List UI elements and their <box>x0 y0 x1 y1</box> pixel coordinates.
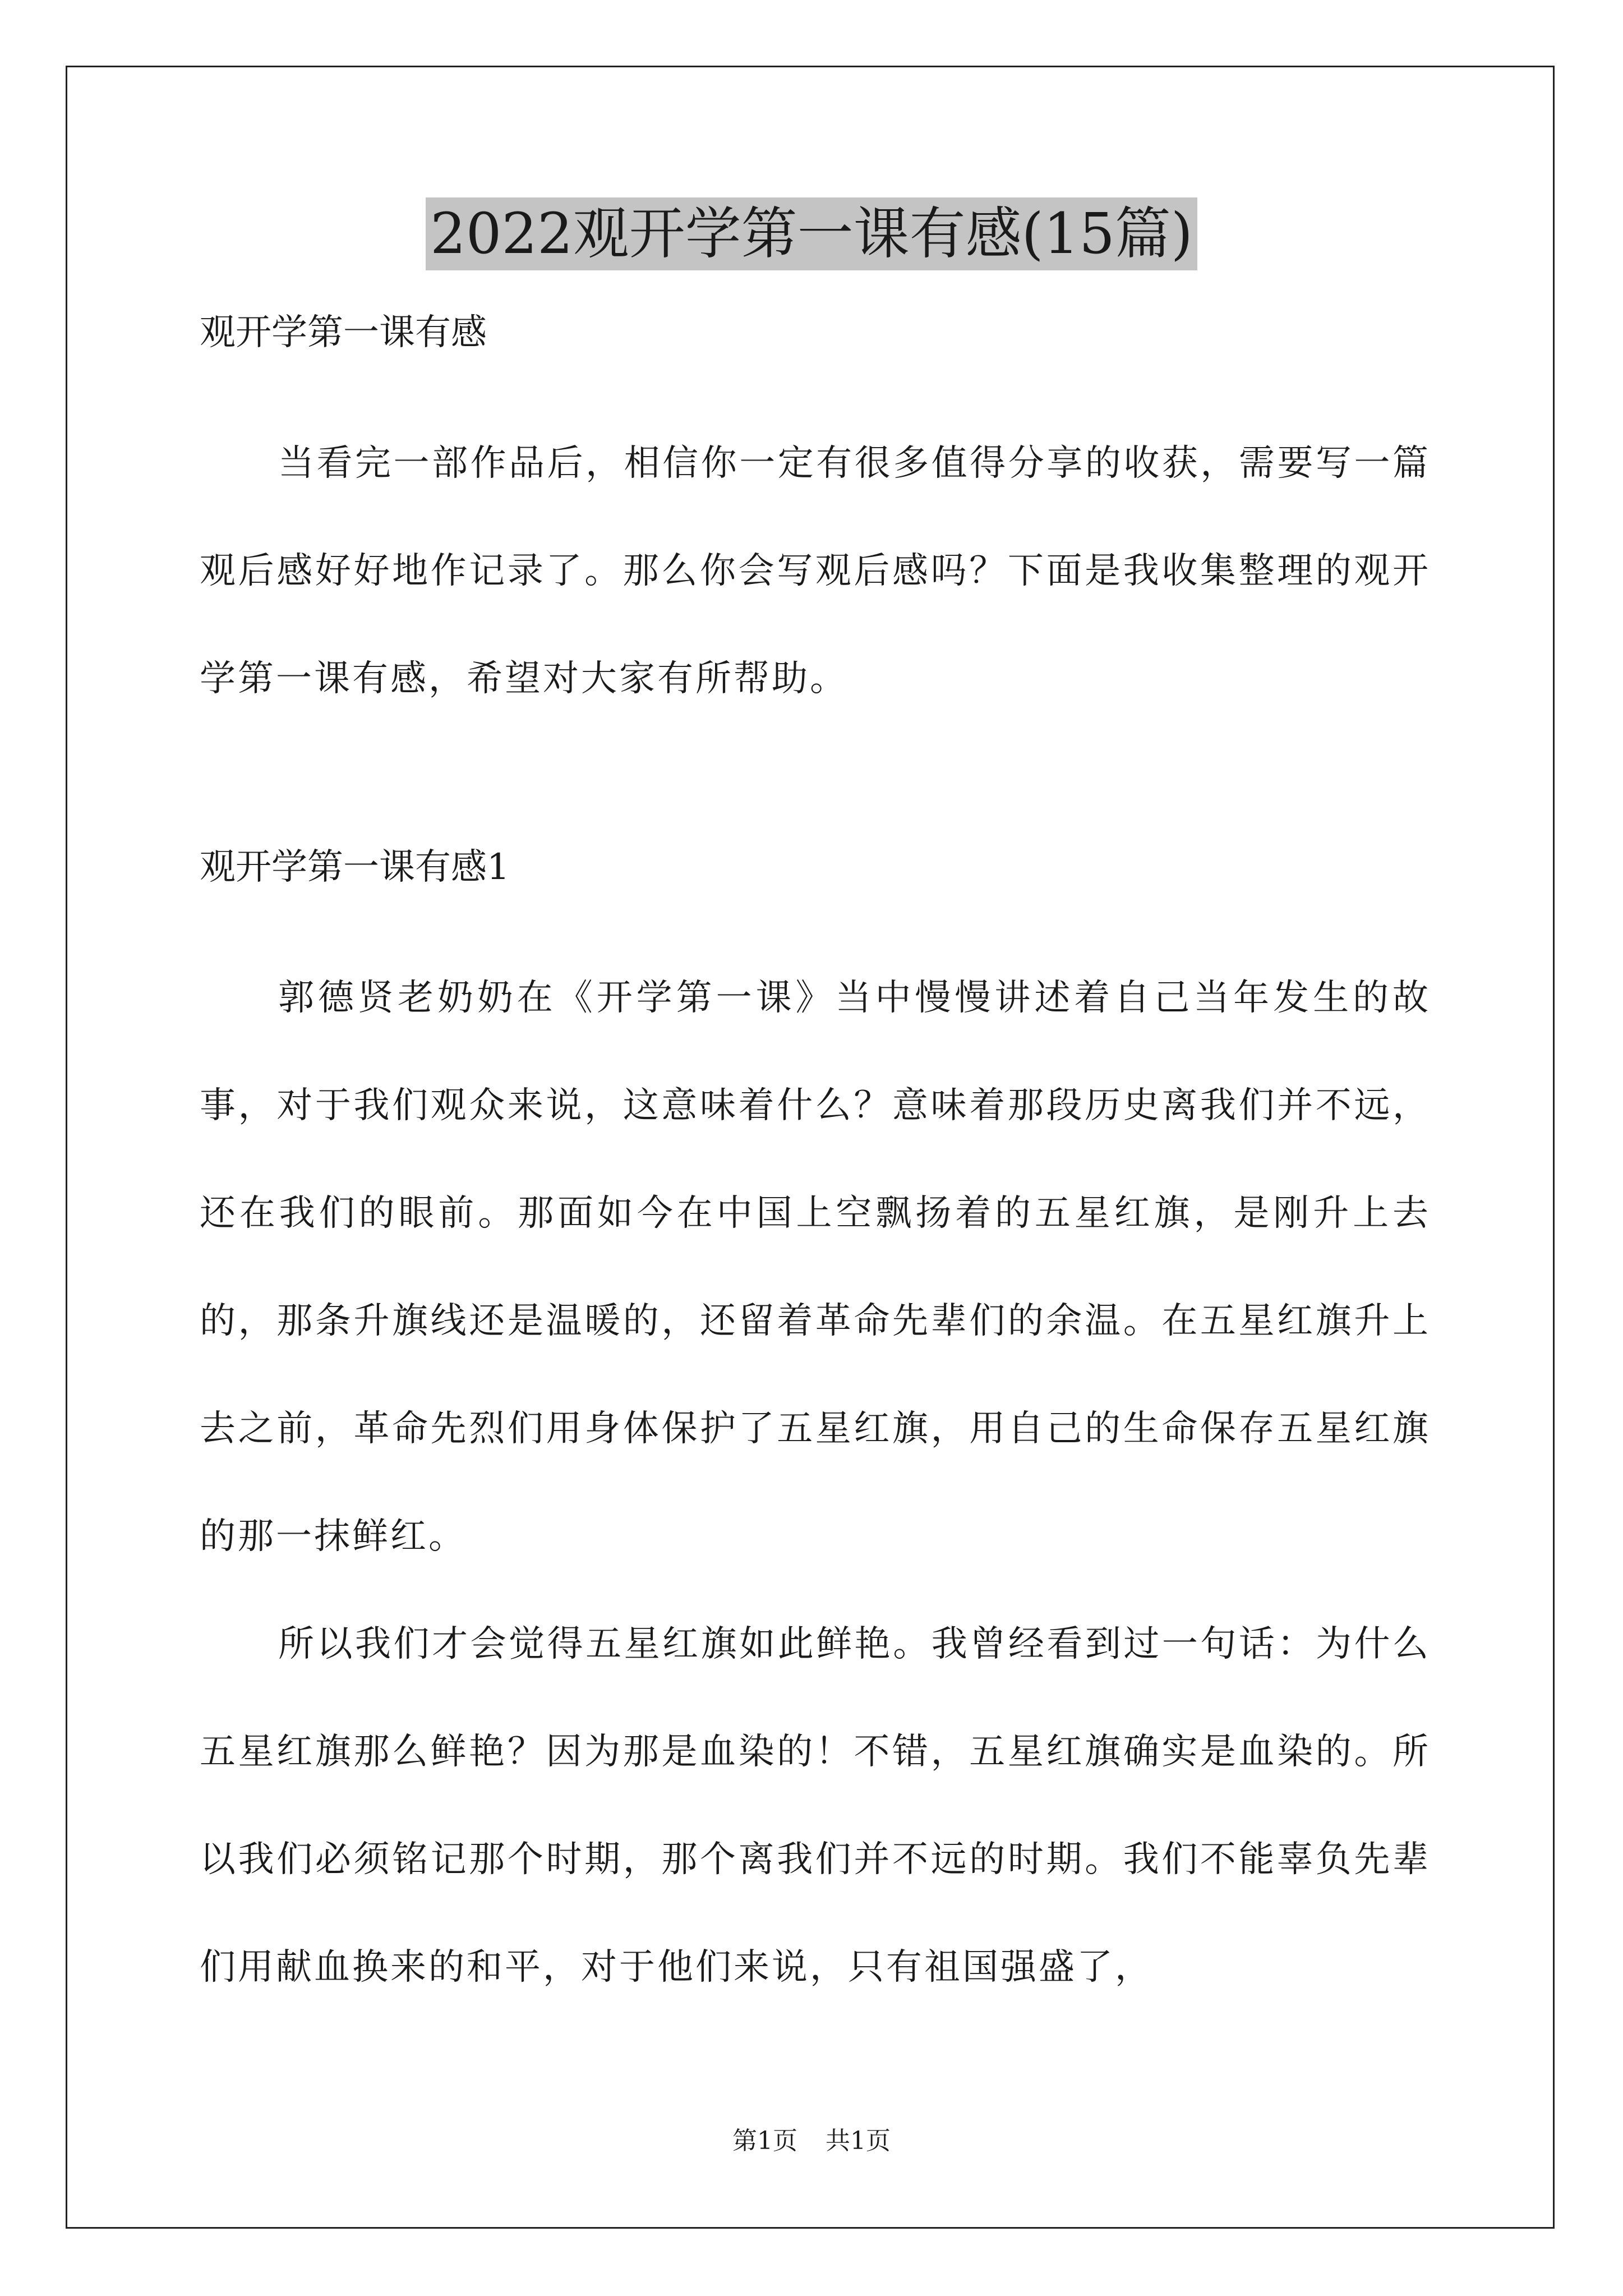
document-title <box>0 197 1623 270</box>
section-heading: 观开学第一课有感1 <box>200 846 510 888</box>
page-number-total: 共1页 <box>826 2127 891 2155</box>
document-title-text: 2022观开学第一课有感(15篇) <box>426 197 1197 270</box>
body-paragraph-2: 所以我们才会觉得五星红旗如此鲜艳。我曾经看到过一句话：为什么五星红旗那么鲜艳？因为那是血染的！不错，五星红旗确实是血染的。所以我们必须铭记那个时期，那个离我们并不远的时期。我们不能辜负先辈们用献血换来的和平，对于他们来说，只有祖国强盛了， <box>200 1623 1431 1988</box>
body-paragraph-1: 郭德贤老奶奶在《开学第一课》当中慢慢讲述着自己当年发生的故事，对于我们观众来说，这意味着什么？意味着那段历史离我们并不远，还在我们的眼前。那面如今在中国上空飘扬着的五星红旗，是刚升上去的，那条升旗线还是温暖的，还留着革命先辈们的余温。在五星红旗升上去之前，革命先烈们用身体保护了五星红旗，用自己的生命保存五星红旗的那一抹鲜红。 <box>200 977 1431 1557</box>
intro-heading: 观开学第一课有感 <box>200 312 487 353</box>
page-number-current: 第1页 <box>732 2127 797 2155</box>
document-body <box>200 307 1431 2021</box>
intro-paragraph: 当看完一部作品后，相信你一定有很多值得分享的收获，需要写一篇观后感好好地作记录了。那么你会写观后感吗？下面是我收集整理的观开学第一课有感，希望对大家有所帮助。 <box>200 443 1431 700</box>
page-footer <box>0 2124 1623 2158</box>
